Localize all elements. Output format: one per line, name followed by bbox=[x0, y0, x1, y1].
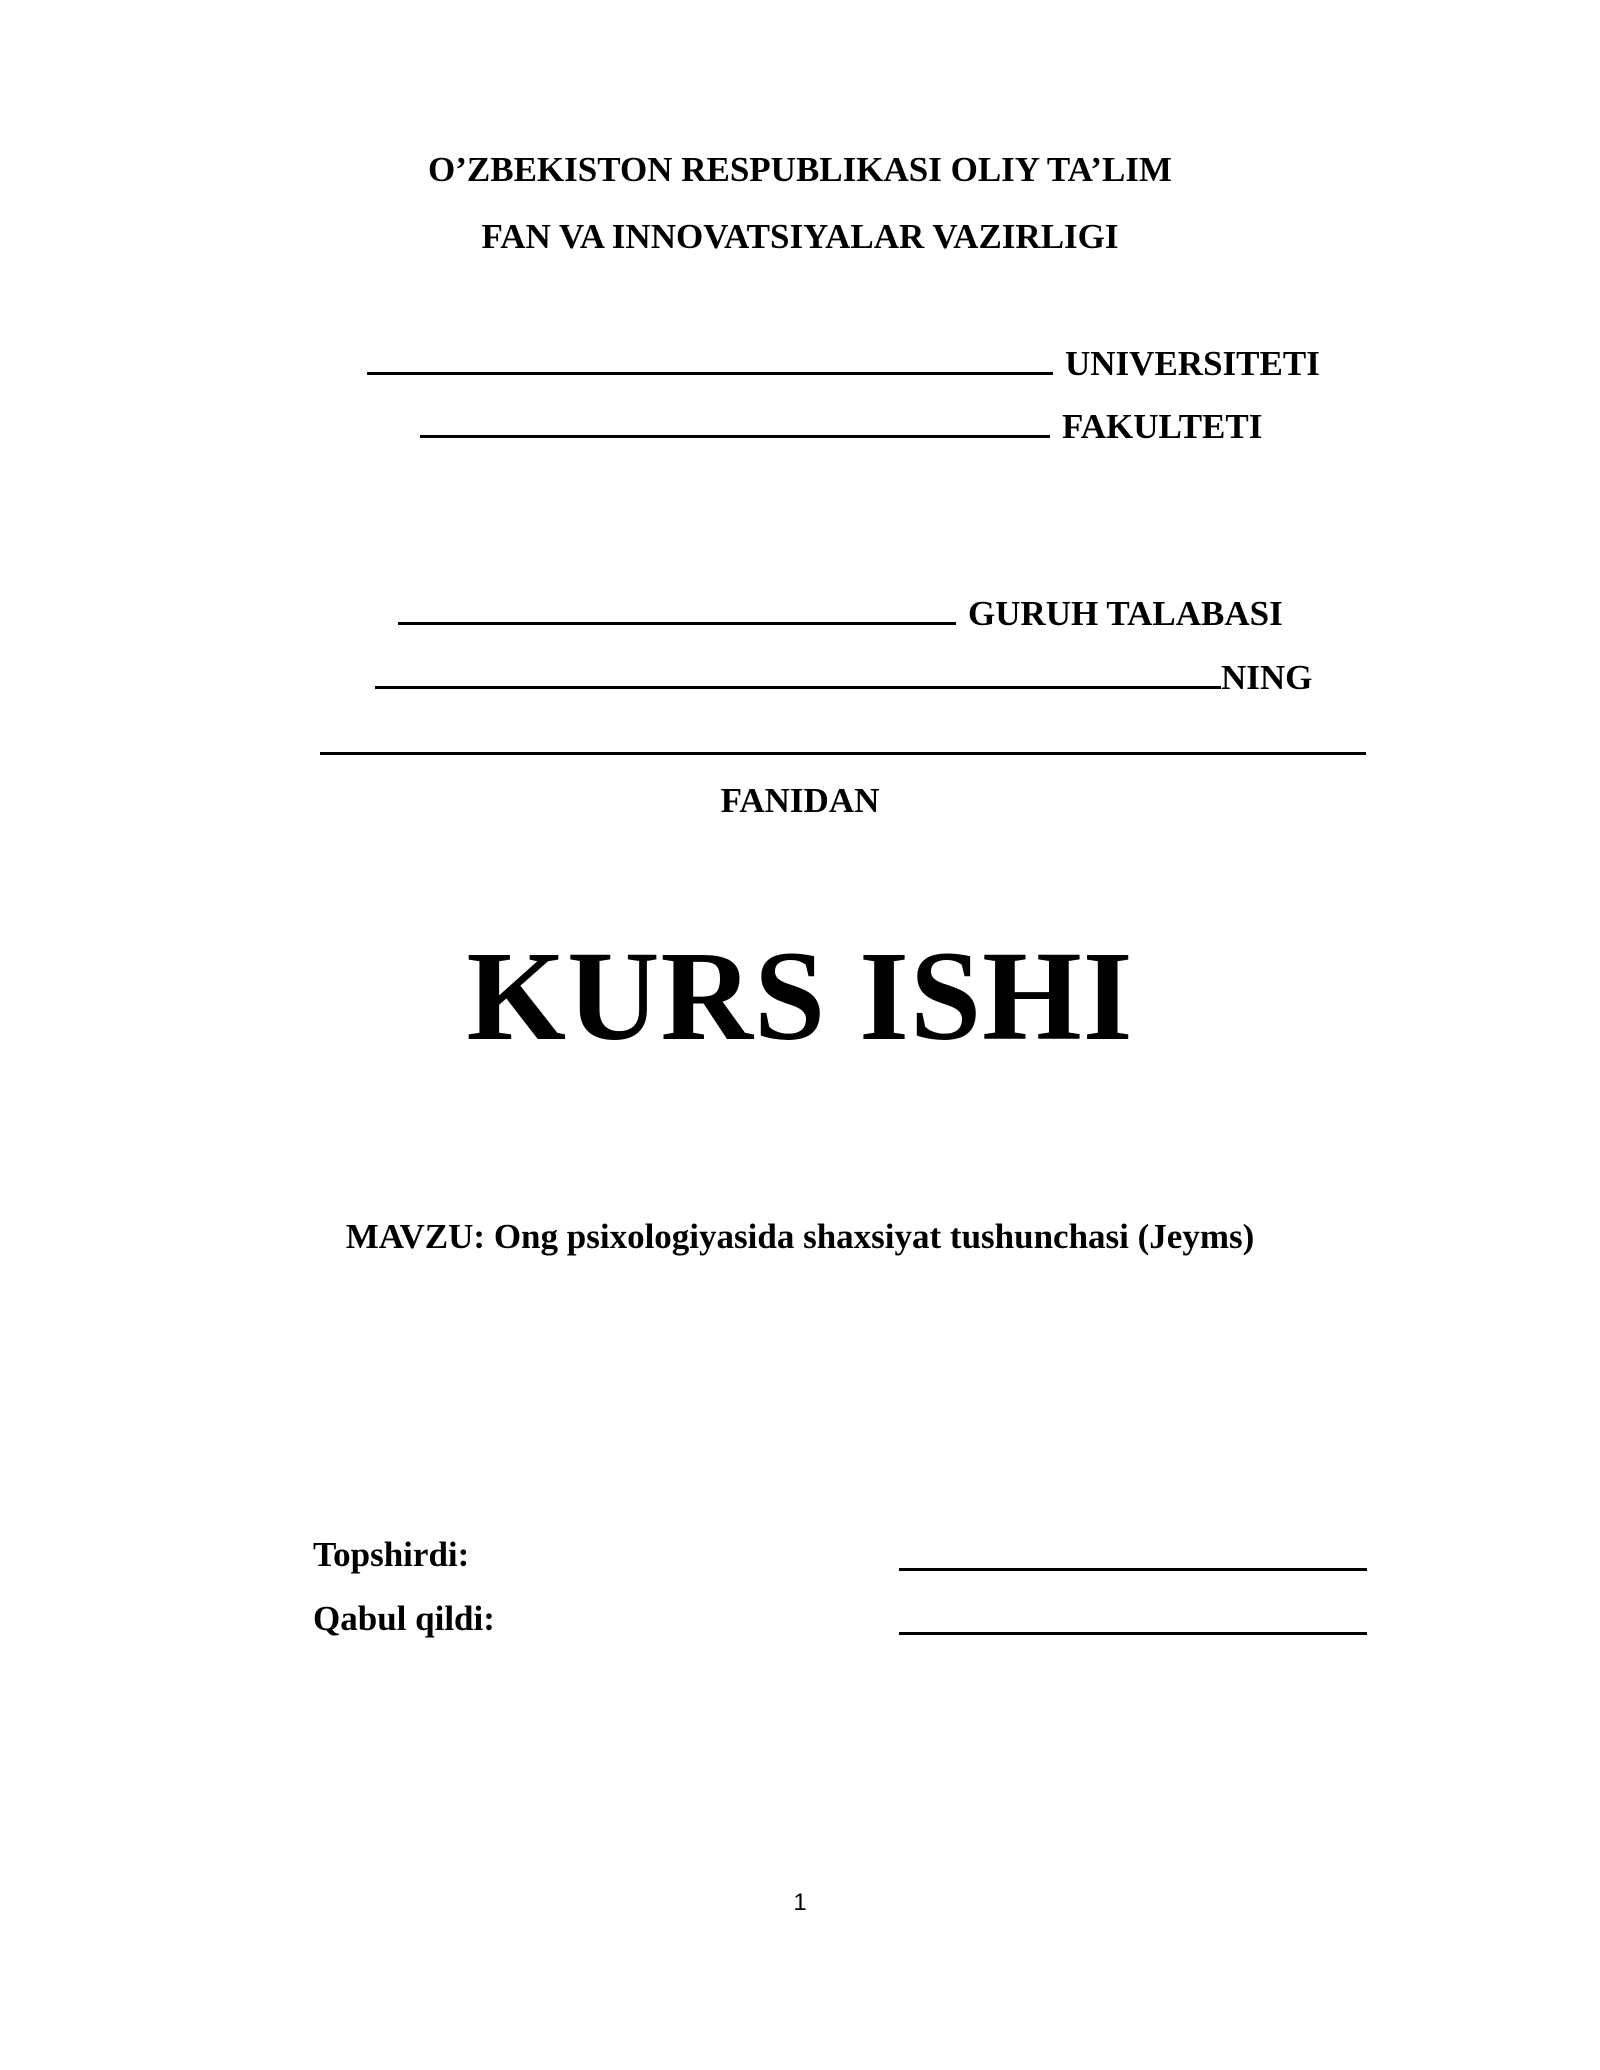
faculty-suffix: FAKULTETI bbox=[1062, 407, 1263, 446]
accepted-blank bbox=[899, 1632, 1367, 1635]
accepted-label: Qabul qildi: bbox=[313, 1599, 495, 1638]
submitted-label: Topshirdi: bbox=[313, 1535, 470, 1574]
student-name-row bbox=[375, 660, 1312, 695]
university-row bbox=[367, 346, 1320, 381]
student-name-suffix: NING bbox=[1221, 658, 1313, 697]
group-suffix: GURUH TALABASI bbox=[968, 594, 1283, 633]
university-suffix: UNIVERSITETI bbox=[1065, 344, 1320, 383]
page-number: 1 bbox=[793, 1889, 807, 1916]
faculty-blank bbox=[420, 435, 1050, 438]
submitted-blank bbox=[899, 1568, 1367, 1571]
student-name-blank bbox=[375, 686, 1221, 689]
topic-line: MAVZU: Ong psixologiyasida shaxsiyat tushunchasi (Jeyms) bbox=[345, 1217, 1255, 1256]
subject-blank bbox=[320, 752, 1366, 755]
document-title: KURS ISHI bbox=[466, 925, 1134, 1067]
ministry-line-1: O’ZBEKISTON RESPUBLIKASI OLIY TA’LIM bbox=[428, 150, 1172, 189]
group-row bbox=[398, 596, 1283, 631]
university-blank bbox=[367, 372, 1053, 375]
subject-suffix: FANIDAN bbox=[720, 781, 880, 820]
group-blank bbox=[398, 622, 956, 625]
faculty-row bbox=[420, 409, 1262, 444]
ministry-line-2: FAN VA INNOVATSIYALAR VAZIRLIGI bbox=[481, 217, 1119, 256]
